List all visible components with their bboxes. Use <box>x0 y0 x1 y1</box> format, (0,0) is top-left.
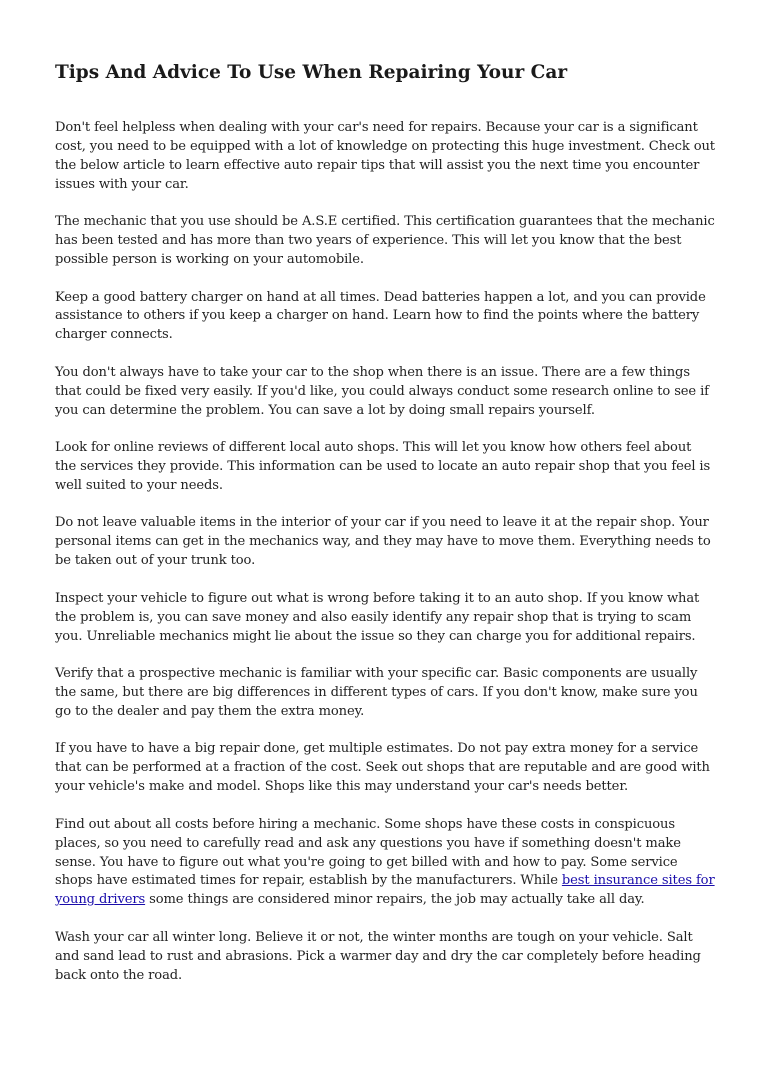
paragraph-costs <box>55 816 715 911</box>
paragraph-costs-text-after: some things are considered minor repairs, the job may actually take all day. <box>145 892 645 908</box>
paragraph-battery-charger: Keep a good battery charger on hand at all times. Dead batteries happen a lot, and you can provide assistance to others if you keep a charger on hand. Learn how to find the points where the battery charger connects. <box>55 289 706 343</box>
paragraph-ase-certified: The mechanic that you use should be A.S.E certified. This certification guarantees that the mechanic has been tested and has more than two years of experience. This will let you know that the best possible person is working on your automobile. <box>55 214 715 268</box>
paragraph-diy-repairs: You don't always have to take your car to the shop when there is an issue. There are a few things that could be fixed very easily. If you'd like, you could always conduct some research online to see if you can determine the problem. You can save a lot by doing small repairs yourself. <box>55 364 709 418</box>
insurance-link[interactable]: best insurance sites for young drivers <box>55 873 715 908</box>
paragraph-familiar-mechanic: Verify that a prospective mechanic is familiar with your specific car. Basic components are usually the same, but there are big differences in different types of cars. If you don't know, make sure you go to the dealer and pay them the extra money. <box>55 666 698 719</box>
paragraph-inspect-vehicle: Inspect your vehicle to figure out what is wrong before taking it to an auto shop. If you know what the problem is, you can save money and also easily identify any repair shop that is trying to scam you. Unreliable mechanics might lie about the issue so they can charge you for additional repairs. <box>55 590 700 644</box>
paragraph-online-reviews: Look for online reviews of different local auto shops. This will let you know how others feel about the services they provide. This information can be used to locate an auto repair shop that you feel is well suited to your needs. <box>55 440 711 493</box>
paragraph-valuables: Do not leave valuable items in the interior of your car if you need to leave it at the repair shop. Your personal items can get in the mechanics way, and they may have to move them. Everything needs to be taken out of your trunk too. <box>55 515 711 569</box>
paragraph-intro: Don't feel helpless when dealing with your car's need for repairs. Because your car is a significant cost, you need to be equipped with a lot of knowledge on protecting this huge investment. Check out the below article to learn effective auto repair tips that will assist you the next time you encounter issues with your car. <box>55 120 715 192</box>
paragraph-multiple-estimates: If you have to have a big repair done, get multiple estimates. Do not pay extra money for a service that can be performed at a fraction of the cost. Seek out shops that are reputable and are good with your vehicle's make and model. Shops like this may understand your car's needs better. <box>55 741 710 795</box>
paragraph-winter-wash: Wash your car all winter long. Believe it or not, the winter months are tough on your vehicle. Salt and sand lead to rust and abrasions. Pick a warmer day and dry the car completely before heading back onto the road. <box>55 929 701 983</box>
page-title: Tips And Advice To Use When Repairing Your Car <box>55 62 568 83</box>
paragraph-costs-text-before: Find out about all costs before hiring a mechanic. Some shops have these costs in conspicuous places, so you need to carefully read and ask any questions you have if something doesn't make sense. You have to figure out what you're going to get billed with and how to pay. Some service shops have estimated times for repair, establish by the manufacturers. While <box>55 816 681 889</box>
document-page <box>55 60 715 1004</box>
